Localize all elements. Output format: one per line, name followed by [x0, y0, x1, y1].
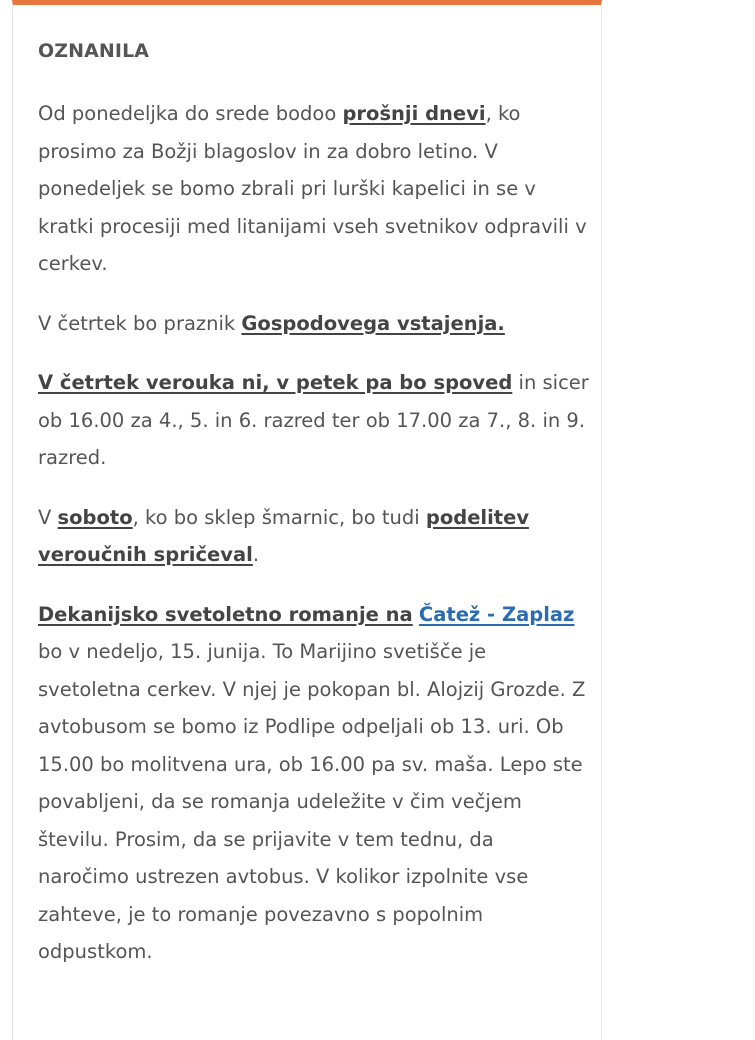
- text: Od ponedeljka do srede bodoo: [38, 102, 343, 125]
- announcements-content: [38, 95, 590, 993]
- text: .: [252, 543, 260, 566]
- paragraph-pilgrimage: [38, 596, 590, 971]
- highlight-certificates: podelitev veroučnih spričeval: [38, 505, 530, 566]
- paragraph-confession: [38, 364, 590, 477]
- text: bo v nedeljo, 15. junija. To Marijino svetišče je svetoletna cerkev. V njej je pokopan bl. Alojzij Grozde. Z avtobusom se bomo iz Podlipe odpeljali ob 13. uri. Ob 15.00 bo molitvena ura, ob 16.00 pa sv. maša. Lepo ste povabljeni, da se romanja udeležite v čim večjem številu. Prosim, da se prijavite v tem tednu, da naročimo ustrezen avtobus. V kolikor izpolnite vse zahteve, je to romanje povezavno s popolnim odpustkom.: [38, 640, 586, 963]
- paragraph-ascension: [38, 305, 590, 343]
- paragraph-rogation-days: [38, 95, 590, 283]
- highlight-rogation-days: prošnji dnevi: [342, 102, 486, 125]
- text: , ko prosimo za Božji blagoslov in za dobro letino. V ponedeljek se bomo zbrali pri lurški kapelici in se v kratki procesiji med litanijami vseh svetnikov odpravili v cerkev.: [38, 102, 587, 275]
- announcements-card: [12, 0, 602, 1040]
- highlight-pilgrimage: Dekanijsko svetoletno romanje na: [38, 602, 413, 626]
- highlight-ascension: Gospodovega vstajenja.: [241, 311, 505, 335]
- section-title: OZNANILA: [38, 40, 150, 62]
- highlight-saturday: soboto: [57, 505, 133, 529]
- highlight-confession: V četrtek verouka ni, v petek pa bo spoved: [38, 371, 513, 394]
- paragraph-certificates: [38, 499, 590, 574]
- text: V četrtek bo praznik: [38, 311, 242, 335]
- text: , ko bo sklep šmarnic, bo tudi: [132, 505, 426, 529]
- text: V: [38, 505, 58, 529]
- link-catez-zaplaz[interactable]: Čatež - Zaplaz: [418, 602, 575, 626]
- text: in sicer ob 16.00 za 4., 5. in 6. razred ter ob 17.00 za 7., 8. in 9. razred.: [38, 371, 589, 469]
